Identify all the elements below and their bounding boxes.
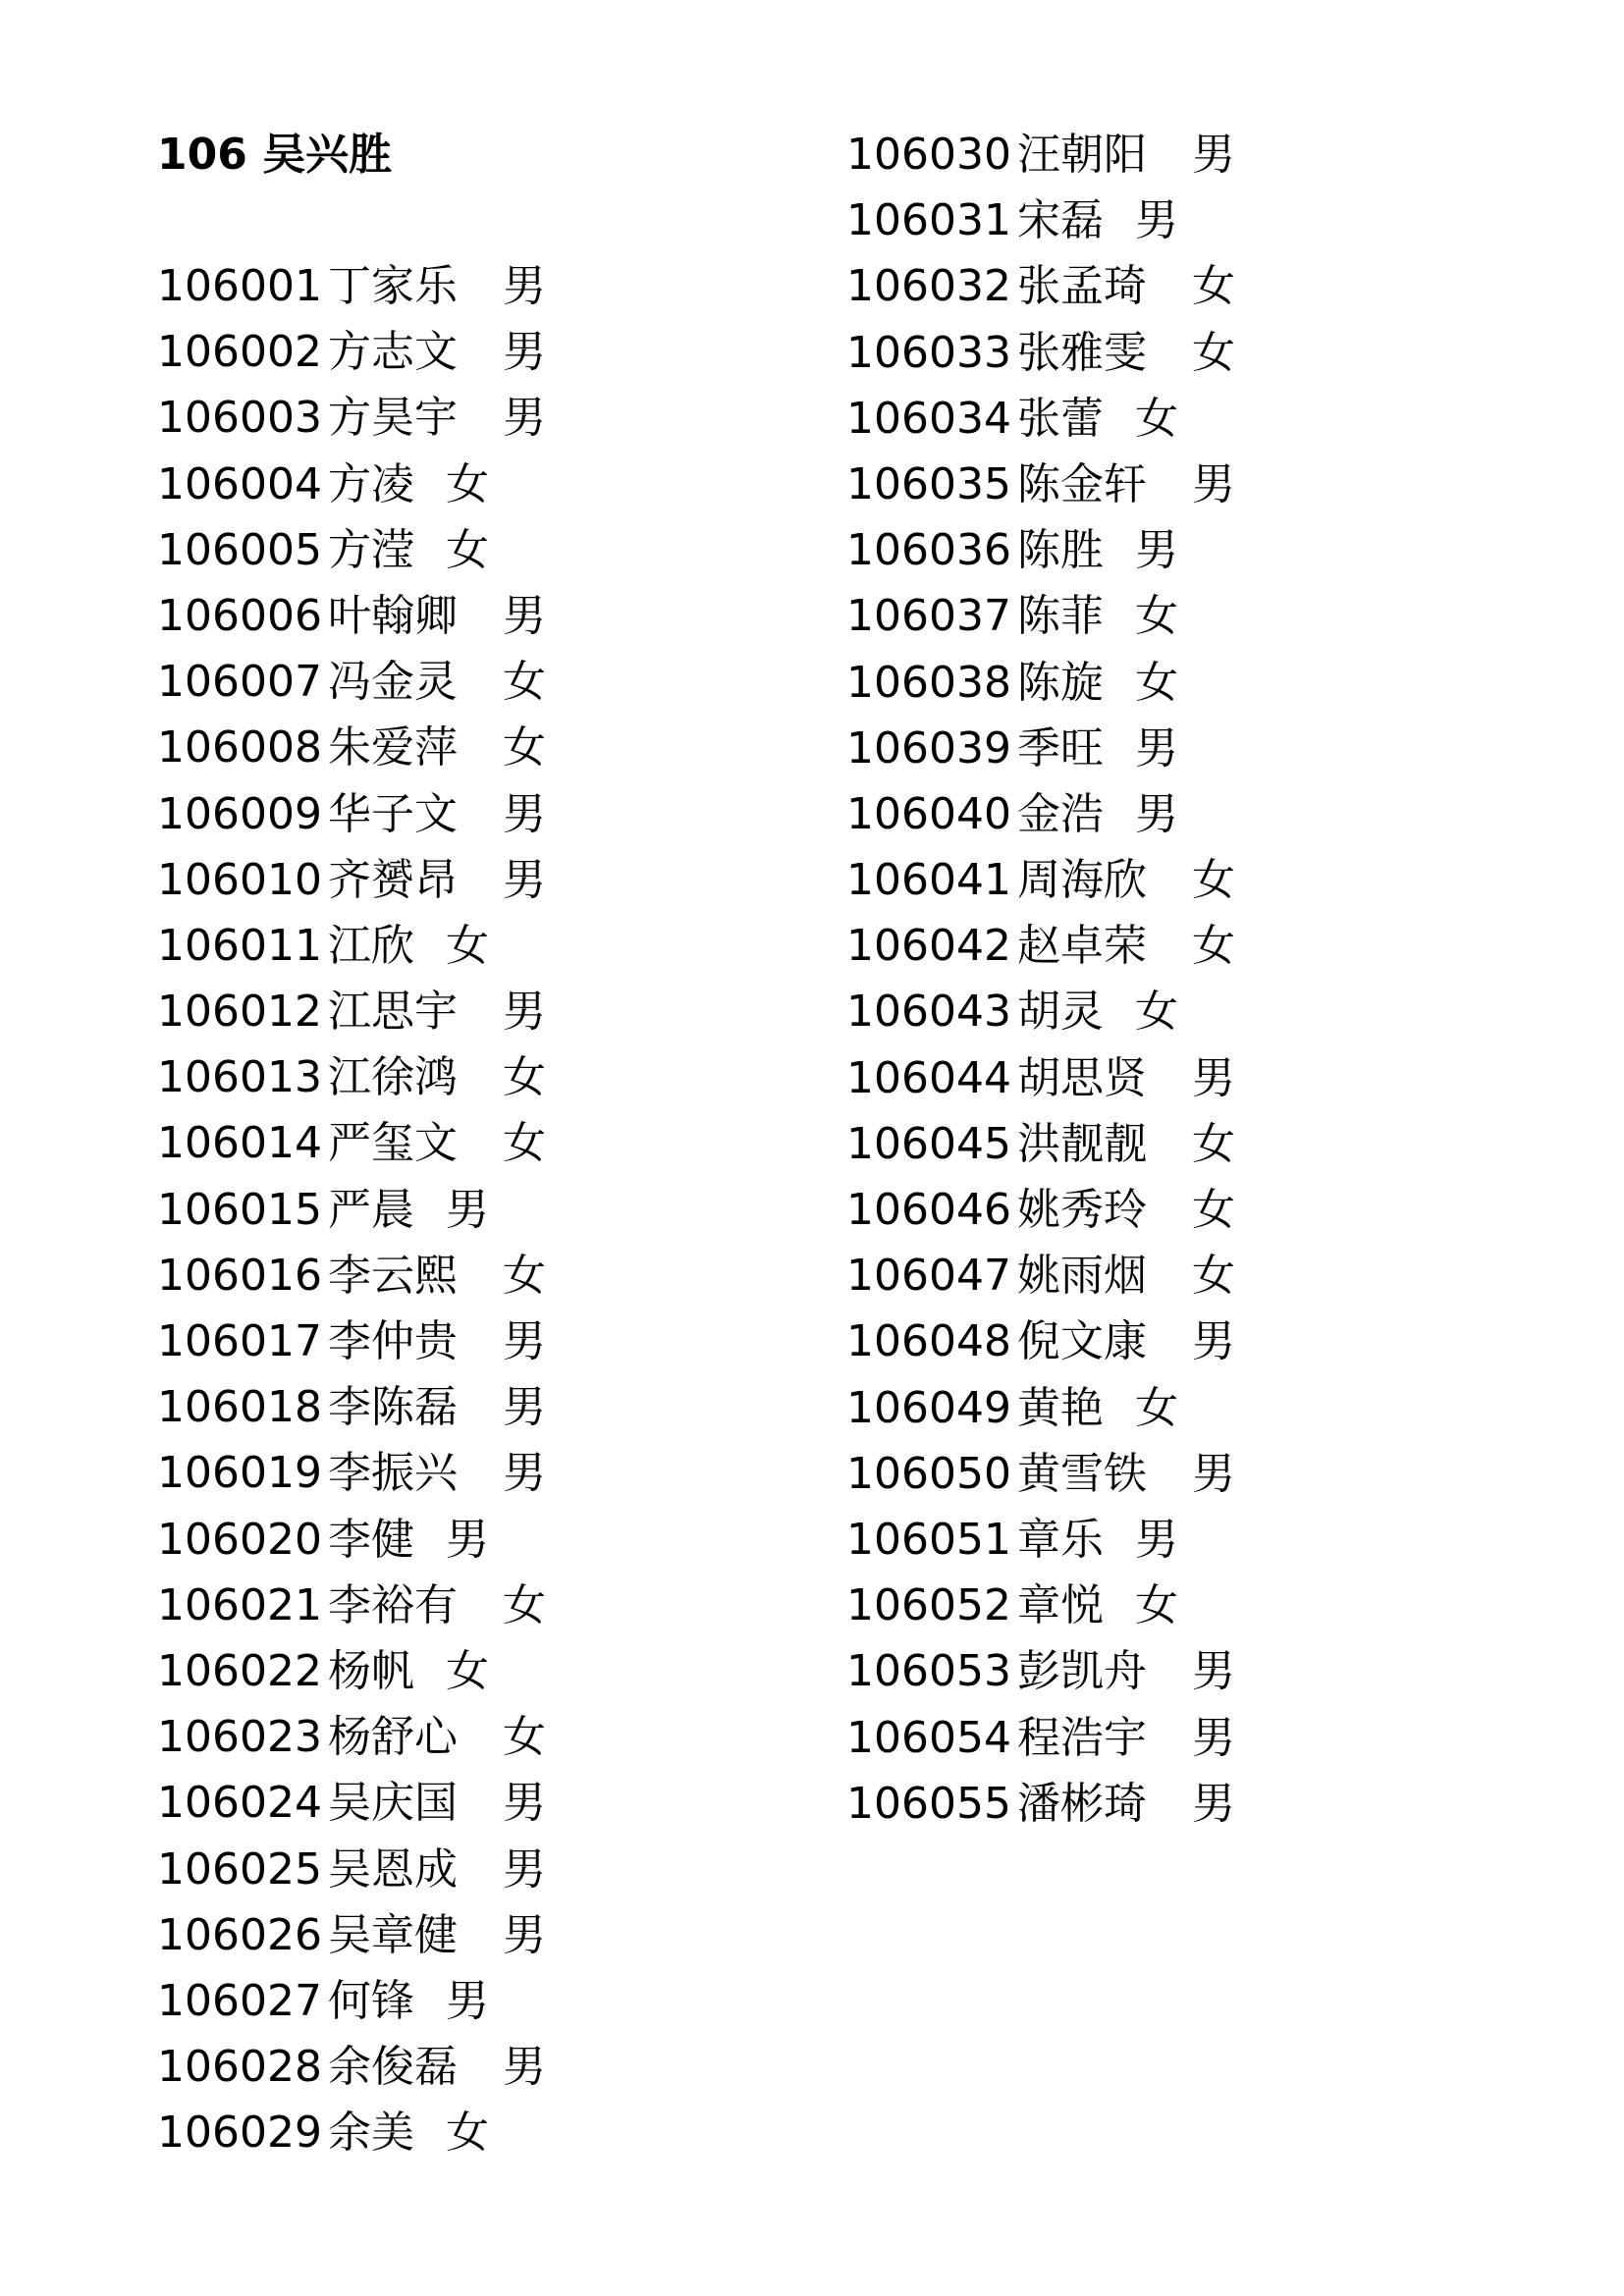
student-row: [157, 1044, 546, 1110]
student-row: [157, 1704, 546, 1770]
student-name: 章悦: [1016, 1580, 1104, 1631]
student-gender: 女: [446, 2108, 489, 2159]
student-name: 吴庆国: [327, 1778, 458, 1829]
student-id: 106026: [157, 1909, 322, 1960]
student-row: [846, 517, 1178, 583]
student-gender: 男: [503, 261, 546, 311]
student-row: [157, 1770, 546, 1836]
student-name: 冯金灵: [327, 657, 458, 708]
student-id: 106021: [157, 1579, 322, 1630]
student-name: 章乐: [1016, 1514, 1104, 1565]
student-id: 106002: [157, 327, 322, 378]
student-gender: 男: [1192, 458, 1235, 509]
student-name: 胡思贤: [1016, 1052, 1147, 1103]
student-row: [157, 583, 546, 649]
student-name: 陈菲: [1016, 591, 1104, 642]
student-id: 106001: [157, 261, 322, 311]
student-id: 106023: [157, 1712, 322, 1763]
student-gender: 女: [1135, 1382, 1178, 1433]
student-gender: 男: [1192, 130, 1235, 180]
student-gender: 男: [503, 788, 546, 839]
student-row: [157, 1243, 546, 1308]
student-row: [157, 781, 546, 847]
student-id: 106013: [157, 1052, 322, 1103]
student-id: 106010: [157, 854, 322, 905]
student-row: [846, 847, 1235, 913]
student-id: 106016: [157, 1250, 322, 1301]
student-name: 宋磊: [1016, 195, 1104, 246]
student-gender: 女: [1135, 393, 1178, 444]
student-name: 丁家乐: [327, 261, 458, 311]
student-row: [157, 1968, 489, 2034]
student-id: 106025: [157, 1843, 322, 1895]
student-name: 严晨: [327, 1184, 414, 1235]
student-gender: 男: [1135, 722, 1178, 774]
student-gender: 男: [1135, 788, 1178, 839]
student-row: [157, 2100, 489, 2165]
student-gender: 男: [503, 327, 546, 378]
student-id: 106053: [846, 1646, 1011, 1697]
student-gender: 男: [503, 1843, 546, 1895]
student-row: [846, 1771, 1235, 1837]
student-name: 李仲贵: [327, 1316, 458, 1366]
student-id: 106046: [846, 1185, 1011, 1235]
student-gender: 男: [446, 1184, 489, 1235]
student-id: 106031: [846, 195, 1011, 246]
student-gender: 女: [503, 1118, 546, 1169]
student-row: [157, 385, 546, 451]
student-name: 李裕有: [327, 1579, 458, 1630]
student-name: 程浩宇: [1016, 1712, 1147, 1763]
student-id: 106009: [157, 788, 322, 839]
student-id: 106008: [157, 722, 322, 774]
student-id: 106027: [157, 1975, 322, 2026]
student-row: [157, 319, 546, 385]
student-row: [157, 913, 489, 979]
student-name: 陈金轩: [1016, 458, 1147, 509]
student-name: 张孟琦: [1016, 261, 1147, 312]
student-gender: 男: [503, 2042, 546, 2093]
student-row: [157, 1374, 546, 1440]
student-row: [846, 1573, 1178, 1638]
student-name: 方滢: [327, 524, 414, 575]
student-id: 106045: [846, 1118, 1011, 1169]
student-id: 106044: [846, 1052, 1011, 1103]
student-id: 106042: [846, 921, 1011, 972]
student-name: 杨帆: [327, 1645, 414, 1696]
student-id: 106050: [846, 1448, 1011, 1499]
student-gender: 男: [446, 1975, 489, 2026]
student-name: 何锋: [327, 1975, 414, 2026]
student-gender: 女: [446, 1645, 489, 1696]
student-row: [157, 1507, 489, 1573]
student-id: 106055: [846, 1778, 1011, 1829]
student-row: [846, 253, 1235, 319]
student-row: [157, 1837, 546, 1902]
student-id: 106051: [846, 1514, 1011, 1565]
student-name: 金浩: [1016, 788, 1104, 839]
student-name: 胡灵: [1016, 987, 1104, 1038]
student-gender: 男: [503, 854, 546, 905]
student-gender: 女: [503, 1052, 546, 1103]
teacher-name: 吴兴胜: [262, 130, 393, 180]
student-name: 余美: [327, 2108, 414, 2159]
student-name: 方昊宇: [327, 393, 458, 444]
student-gender: 女: [446, 524, 489, 575]
student-row: [157, 517, 489, 583]
student-row: [846, 1375, 1178, 1441]
student-name: 洪靓靓: [1016, 1118, 1147, 1169]
student-gender: 女: [446, 920, 489, 971]
student-gender: 女: [1192, 327, 1235, 378]
student-name: 李陈磊: [327, 1382, 458, 1433]
student-gender: 男: [1135, 525, 1178, 576]
student-name: 周海欣: [1016, 855, 1147, 906]
student-id: 106003: [157, 393, 322, 444]
student-gender: 男: [1192, 1316, 1235, 1367]
student-id: 106038: [846, 657, 1011, 708]
student-name: 华子文: [327, 788, 458, 839]
student-gender: 女: [1135, 657, 1178, 708]
student-row: [157, 1638, 489, 1704]
student-row: [157, 1573, 546, 1638]
student-gender: 男: [503, 987, 546, 1038]
student-gender: 女: [1135, 987, 1178, 1038]
student-row: [846, 913, 1235, 979]
student-id: 106005: [157, 524, 322, 575]
student-gender: 男: [1135, 195, 1178, 246]
student-id: 106048: [846, 1316, 1011, 1367]
student-name: 余俊磊: [327, 2042, 458, 2093]
student-row: [846, 122, 1235, 187]
student-gender: 男: [1192, 1778, 1235, 1829]
class-heading: [157, 122, 392, 187]
student-name: 赵卓荣: [1016, 921, 1147, 972]
student-row: [157, 1110, 546, 1176]
student-name: 潘彬琦: [1016, 1778, 1147, 1829]
student-id: 106049: [846, 1382, 1011, 1433]
student-row: [157, 1440, 546, 1506]
student-row: [846, 1177, 1235, 1243]
student-name: 李健: [327, 1514, 414, 1565]
student-id: 106047: [846, 1251, 1011, 1302]
student-gender: 男: [1192, 1448, 1235, 1499]
student-name: 倪文康: [1016, 1316, 1147, 1367]
student-id: 106035: [846, 458, 1011, 509]
student-id: 106043: [846, 987, 1011, 1038]
student-gender: 女: [503, 1579, 546, 1630]
student-name: 彭凯舟: [1016, 1646, 1147, 1697]
student-name: 江欣: [327, 920, 414, 971]
student-name: 张雅雯: [1016, 327, 1147, 378]
student-id: 106014: [157, 1118, 322, 1169]
student-row: [157, 253, 546, 319]
student-id: 106019: [157, 1448, 322, 1499]
student-id: 106036: [846, 525, 1011, 576]
student-row: [157, 847, 546, 913]
student-gender: 女: [1135, 591, 1178, 642]
student-id: 106029: [157, 2108, 322, 2159]
student-row: [157, 1902, 546, 1968]
student-row: [157, 2034, 546, 2100]
student-gender: 女: [503, 1250, 546, 1301]
student-name: 吴恩成: [327, 1843, 458, 1895]
student-gender: 男: [503, 590, 546, 641]
student-row: [846, 1111, 1235, 1177]
student-name: 方志文: [327, 327, 458, 378]
student-row: [157, 649, 546, 715]
student-name: 陈旋: [1016, 657, 1104, 708]
student-row: [846, 650, 1178, 716]
student-name: 黄艳: [1016, 1382, 1104, 1433]
student-name: 黄雪铁: [1016, 1448, 1147, 1499]
student-gender: 女: [1192, 1118, 1235, 1169]
student-gender: 女: [1192, 261, 1235, 312]
student-gender: 女: [1192, 1251, 1235, 1302]
student-id: 106039: [846, 722, 1011, 774]
student-name: 姚雨烟: [1016, 1251, 1147, 1302]
student-id: 106006: [157, 590, 322, 641]
student-id: 106037: [846, 591, 1011, 642]
student-name: 李云熙: [327, 1250, 458, 1301]
student-gender: 男: [503, 1909, 546, 1960]
student-id: 106004: [157, 458, 322, 509]
student-id: 106018: [157, 1382, 322, 1433]
student-name: 齐赟昂: [327, 854, 458, 905]
student-name: 李振兴: [327, 1448, 458, 1499]
student-name: 江徐鸿: [327, 1052, 458, 1103]
student-row: [157, 979, 546, 1044]
student-name: 杨舒心: [327, 1712, 458, 1763]
roster-column-right: [846, 122, 1235, 1837]
student-gender: 女: [1192, 1185, 1235, 1235]
student-name: 张蕾: [1016, 393, 1104, 444]
student-row: [846, 1638, 1235, 1704]
student-id: 106020: [157, 1514, 322, 1565]
student-name: 严玺文: [327, 1118, 458, 1169]
student-row: [846, 781, 1178, 847]
student-id: 106007: [157, 657, 322, 708]
student-gender: 男: [503, 1448, 546, 1499]
student-id: 106040: [846, 788, 1011, 839]
student-row: [846, 1507, 1178, 1573]
student-name: 季旺: [1016, 722, 1104, 774]
student-name: 陈胜: [1016, 525, 1104, 576]
student-id: 106022: [157, 1645, 322, 1696]
student-id: 106032: [846, 261, 1011, 312]
student-name: 朱爱萍: [327, 722, 458, 774]
student-row: [157, 715, 546, 780]
student-row: [846, 187, 1178, 253]
student-row: [846, 1705, 1235, 1771]
student-id: 106011: [157, 920, 322, 971]
student-id: 106030: [846, 130, 1011, 180]
student-id: 106052: [846, 1580, 1011, 1631]
student-name: 江思宇: [327, 987, 458, 1038]
student-id: 106034: [846, 393, 1011, 444]
student-id: 106054: [846, 1712, 1011, 1763]
student-gender: 女: [503, 722, 546, 774]
student-gender: 男: [503, 1778, 546, 1829]
student-name: 方凌: [327, 458, 414, 509]
student-gender: 男: [1135, 1514, 1178, 1565]
roster-column-left: [157, 253, 546, 2165]
student-name: 吴章健: [327, 1909, 458, 1960]
student-row: [157, 1308, 546, 1374]
student-id: 106033: [846, 327, 1011, 378]
student-row: [846, 716, 1178, 781]
student-row: [846, 452, 1235, 517]
student-name: 姚秀玲: [1016, 1185, 1147, 1235]
student-row: [846, 583, 1178, 649]
student-gender: 女: [1192, 855, 1235, 906]
student-row: [157, 452, 489, 517]
student-row: [846, 1308, 1235, 1374]
student-row: [846, 1045, 1235, 1111]
student-row: [157, 1177, 489, 1243]
student-name: 叶翰卿: [327, 590, 458, 641]
student-row: [846, 979, 1178, 1044]
student-row: [846, 1243, 1235, 1308]
student-gender: 男: [503, 1382, 546, 1433]
student-id: 106012: [157, 987, 322, 1038]
student-gender: 女: [1192, 921, 1235, 972]
student-id: 106028: [157, 2042, 322, 2093]
student-gender: 男: [503, 1316, 546, 1366]
student-gender: 女: [1135, 1580, 1178, 1631]
student-name: 汪朝阳: [1016, 130, 1147, 180]
student-gender: 女: [446, 458, 489, 509]
student-gender: 男: [1192, 1712, 1235, 1763]
student-gender: 男: [1192, 1646, 1235, 1697]
student-gender: 女: [503, 1712, 546, 1763]
student-id: 106041: [846, 855, 1011, 906]
student-gender: 男: [446, 1514, 489, 1565]
student-id: 106024: [157, 1778, 322, 1829]
student-id: 106017: [157, 1316, 322, 1366]
student-row: [846, 320, 1235, 386]
student-row: [846, 386, 1178, 452]
student-row: [846, 1441, 1235, 1507]
student-gender: 女: [503, 657, 546, 708]
student-gender: 男: [503, 393, 546, 444]
class-code: 106: [157, 130, 247, 180]
student-id: 106015: [157, 1184, 322, 1235]
student-gender: 男: [1192, 1052, 1235, 1103]
